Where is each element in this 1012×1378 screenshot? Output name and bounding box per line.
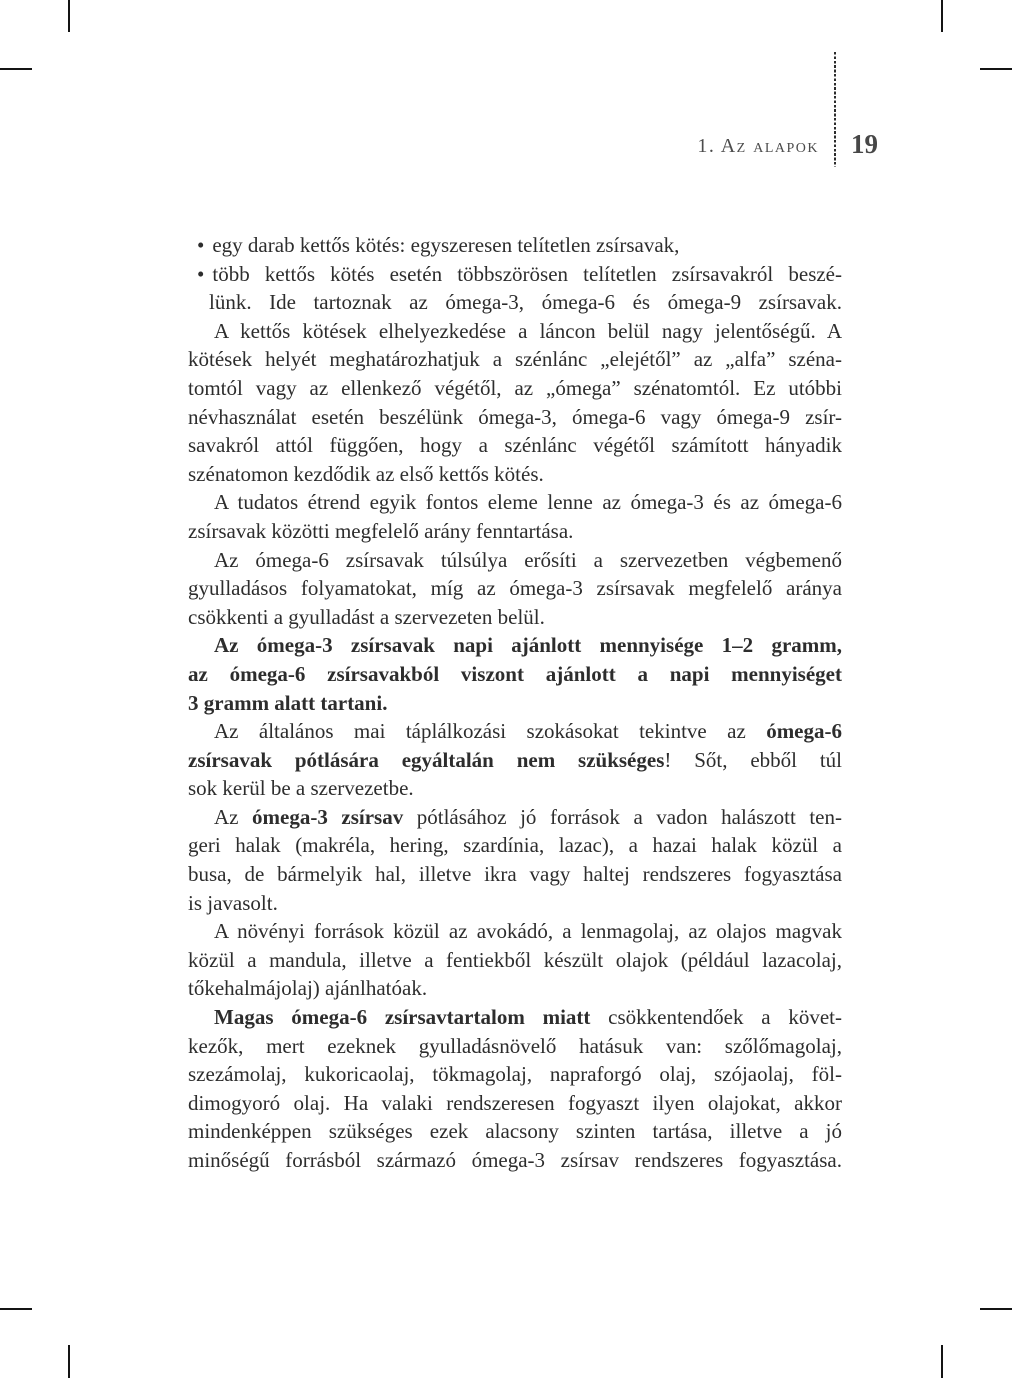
text-line xyxy=(188,317,842,346)
text-segment: Az általános mai táplálkozási szokásokat tekintve az xyxy=(214,719,767,744)
running-header: 1. Az alapok xyxy=(697,135,819,157)
text-line xyxy=(188,488,842,517)
bold-text-segment: az ómega-6 zsírsavakból viszont ajánlott a napi mennyiséget xyxy=(188,661,842,686)
text-segment: közül a mandula, illetve a fentiekből készült olajok (például lazacolaj, xyxy=(188,947,842,972)
text-segment: Az xyxy=(214,804,253,829)
text-line xyxy=(188,546,842,575)
bold-text-segment: 3 gramm alatt tartani. xyxy=(188,690,388,715)
text-segment: A növényi források közül az avokádó, a lenmagolaj, az olajos magvak xyxy=(214,919,842,944)
text-line xyxy=(188,1146,842,1175)
text-line xyxy=(188,689,842,718)
text-segment: csökkenti a gyulladást a szervezeten belül. xyxy=(188,604,545,629)
text-segment: kötések helyét meghatározhatjuk a szénlánc „elejétől” az „alfa” széna- xyxy=(188,347,842,372)
text-segment: zsírsavak közötti megfelelő arány fenntartása. xyxy=(188,518,574,543)
text-line xyxy=(188,1089,842,1118)
text-line xyxy=(188,345,842,374)
text-segment: A kettős kötések elhelyezkedése a láncon belül nagy jelentőségű. A xyxy=(214,318,842,343)
crop-mark-top-right-vertical xyxy=(941,0,943,32)
bold-text-segment: ómega-6 xyxy=(766,719,842,744)
crop-mark-bottom-right-horizontal xyxy=(980,1308,1012,1310)
text-segment: csökkentendőek a követ- xyxy=(590,1005,842,1030)
text-line xyxy=(188,803,842,832)
text-line xyxy=(188,1003,842,1032)
bullet-icon: • xyxy=(197,261,205,286)
text-segment: szezámolaj, kukoricaolaj, tökmagolaj, napraforgó olaj, szójaolaj, föl- xyxy=(188,1062,842,1087)
text-line xyxy=(188,374,842,403)
crop-mark-bottom-left-vertical xyxy=(68,1345,70,1378)
text-segment: pótlásához jó források a vadon halászott ten- xyxy=(403,804,842,829)
bullet-icon: • xyxy=(197,233,205,257)
text-line xyxy=(188,403,842,432)
text-segment: tomtól vagy az ellenkező végétől, az „ómega” szénatomtól. Ez utóbbi xyxy=(188,375,842,400)
text-line xyxy=(188,603,842,632)
text-line xyxy=(188,460,842,489)
text-line xyxy=(188,746,842,775)
text-segment: ! Sőt, ebből túl xyxy=(664,747,842,772)
text-line xyxy=(188,774,842,803)
text-segment: több kettős kötés esetén többszörösen telítetlen zsírsavakról beszé- xyxy=(212,261,842,286)
bold-text-segment: Az ómega-3 zsírsavak napi ajánlott mennyisége 1–2 gramm, xyxy=(214,633,842,658)
text-segment: geri halak (makréla, hering, szardínia, lazac), a hazai halak közül a xyxy=(188,833,842,858)
text-segment: névhasználat esetén beszélünk ómega-3, ómega-6 vagy ómega-9 zsír- xyxy=(188,404,842,429)
body-text xyxy=(188,231,842,1175)
text-segment: mindenképpen szükséges ezek alacsony szinten tartása, illetve a jó xyxy=(188,1119,842,1144)
text-segment: busa, de bármelyik hal, illetve ikra vagy haltej rendszeres fogyasztása xyxy=(188,862,842,887)
bold-text-segment: zsírsavak pótlására egyáltalán nem szükséges xyxy=(188,747,665,772)
text-segment: egy darab kettős kötés: egyszeresen telítetlen zsírsavak, xyxy=(212,233,680,257)
text-line xyxy=(188,1032,842,1061)
text-segment: kezők, mert ezeknek gyulladásnövelő hatásuk van: szőlőmagolaj, xyxy=(188,1033,842,1058)
bold-text-segment: Magas ómega-6 zsírsavtartalom miatt xyxy=(214,1005,591,1030)
text-line xyxy=(188,660,842,689)
text-segment: lünk. Ide tartoznak az ómega-3, ómega-6 és ómega-9 zsírsavak. xyxy=(209,290,842,315)
text-line xyxy=(188,1117,842,1146)
text-segment: szénatomon kezdődik az első kettős kötés. xyxy=(188,461,544,486)
text-line xyxy=(188,831,842,860)
text-segment: gyulladásos folyamatokat, míg az ómega-3 zsírsavak megfelelő aránya xyxy=(188,576,842,601)
text-segment: is javasolt. xyxy=(188,890,278,915)
text-line xyxy=(188,1060,842,1089)
crop-mark-top-left-vertical xyxy=(68,0,70,32)
header-divider xyxy=(834,52,836,167)
text-line xyxy=(188,260,842,289)
bold-text-segment: ómega-3 zsírsav xyxy=(252,804,404,829)
crop-mark-top-right-horizontal xyxy=(980,68,1012,70)
crop-mark-top-left-horizontal xyxy=(0,68,32,70)
text-line xyxy=(188,288,842,317)
text-line xyxy=(188,860,842,889)
page-number: 19 xyxy=(851,129,878,159)
crop-mark-bottom-right-vertical xyxy=(941,1345,943,1378)
text-segment: dimogyoró olaj. Ha valaki rendszeresen fogyaszt ilyen olajokat, akkor xyxy=(188,1090,842,1115)
text-segment: savakról attól függően, hogy a szénlánc végétől számított hányadik xyxy=(188,433,842,458)
text-segment: tőkehalmájolaj) ajánlhatóak. xyxy=(188,976,428,1001)
text-line xyxy=(188,889,842,918)
text-segment: A tudatos étrend egyik fontos eleme lenne az ómega-3 és az ómega-6 xyxy=(214,490,842,515)
text-segment: minőségű forrásból származó ómega-3 zsírsav rendszeres fogyasztása. xyxy=(188,1148,842,1172)
text-segment: sok kerül be a szervezetbe. xyxy=(188,776,414,801)
text-line xyxy=(188,231,842,260)
text-line xyxy=(188,517,842,546)
text-line xyxy=(188,631,842,660)
text-line xyxy=(188,431,842,460)
text-segment: Az ómega-6 zsírsavak túlsúlya erősíti a szervezetben végbemenő xyxy=(214,547,842,572)
text-line xyxy=(188,574,842,603)
crop-mark-bottom-left-horizontal xyxy=(0,1308,32,1310)
text-line xyxy=(188,917,842,946)
text-line xyxy=(188,946,842,975)
text-line xyxy=(188,974,842,1003)
text-line xyxy=(188,717,842,746)
